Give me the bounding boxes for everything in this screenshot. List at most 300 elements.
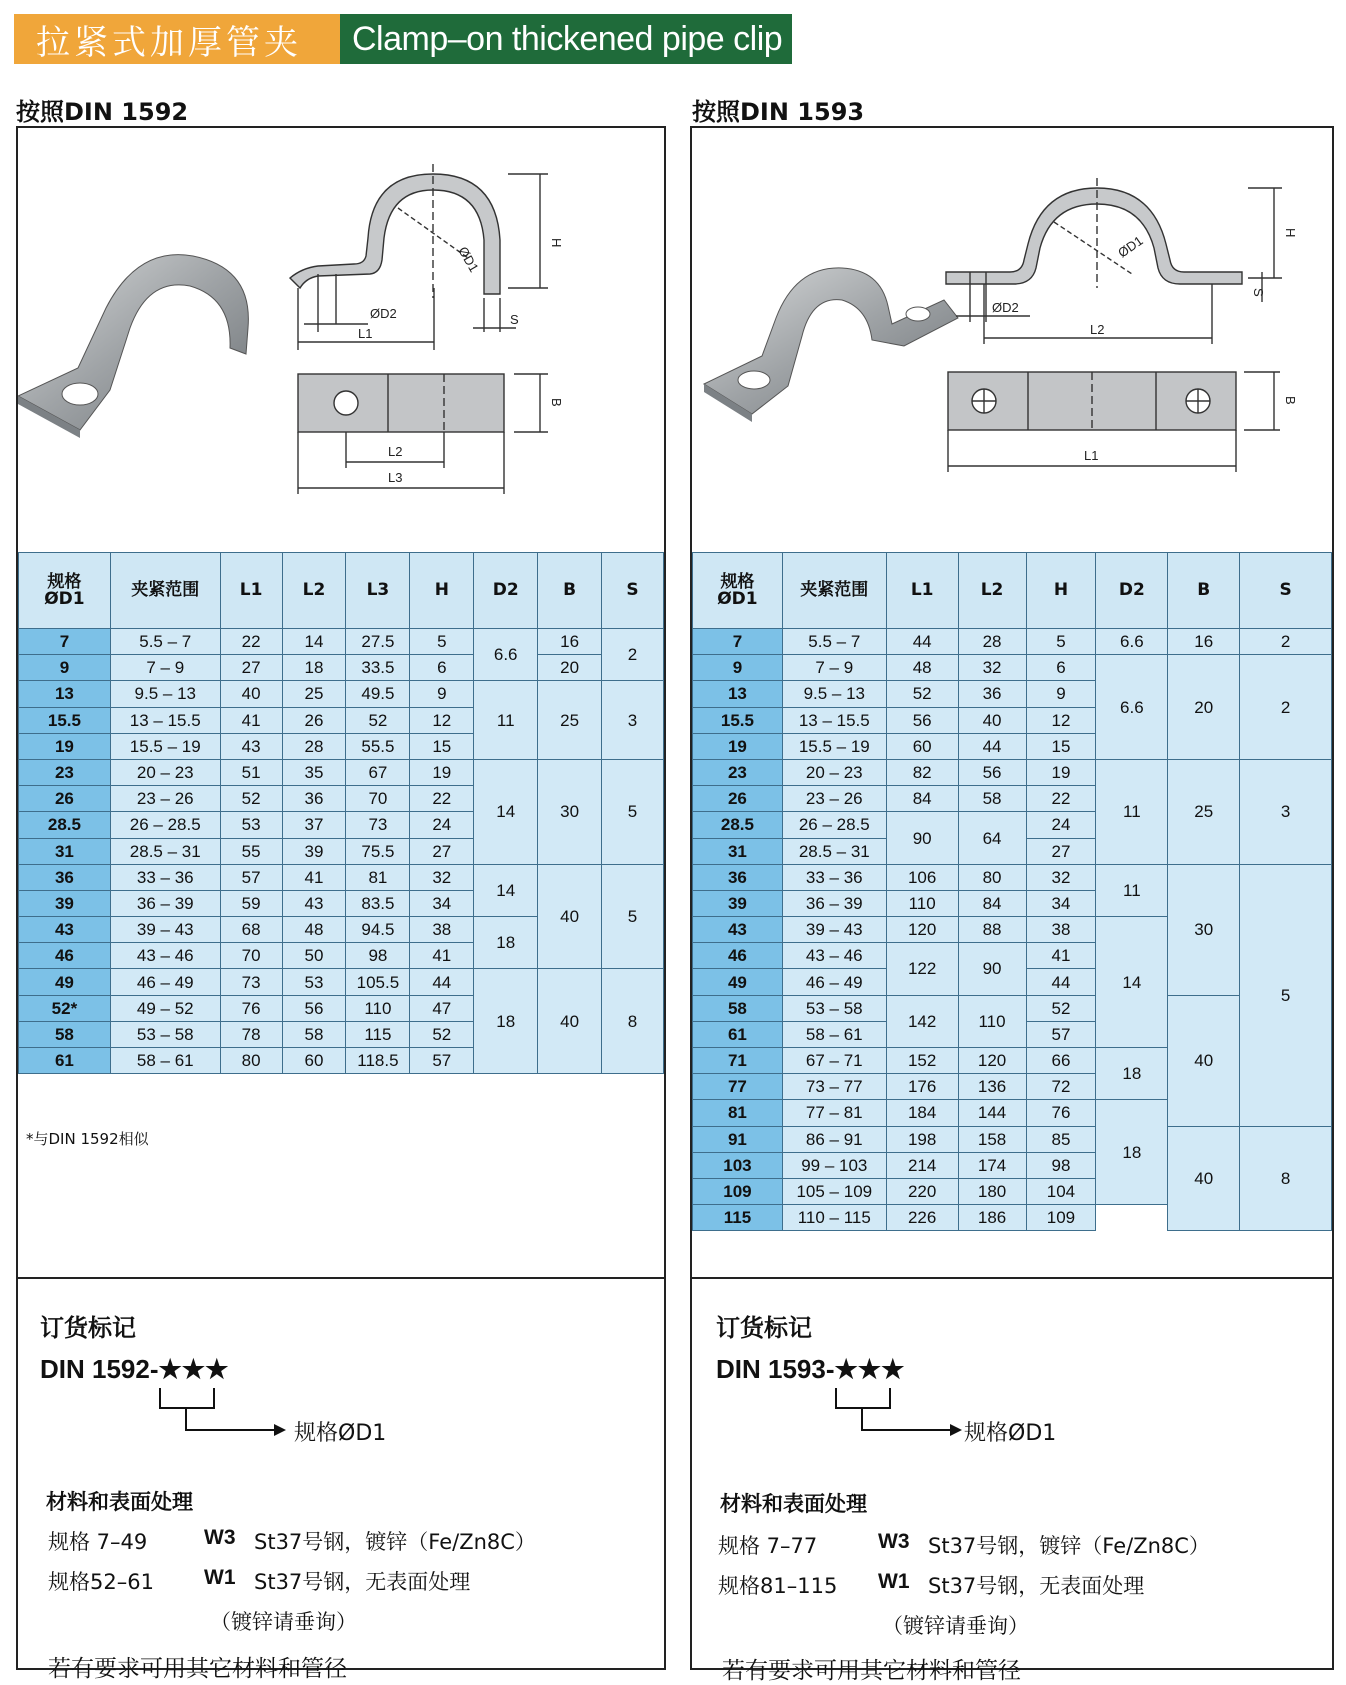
- l1-cell: 110: [886, 890, 958, 916]
- size-cell: 28.5: [19, 812, 111, 838]
- l2-cell: 56: [958, 759, 1026, 785]
- d2-cell: 14: [1096, 917, 1168, 1048]
- h-cell: 41: [1026, 943, 1096, 969]
- d2-cell: 11: [474, 681, 538, 760]
- left-footer-note: 若有要求可用其它材料和管径: [48, 1656, 347, 1682]
- table-cell: 43: [282, 890, 346, 916]
- size-cell: 61: [19, 1048, 111, 1074]
- b-cell: 30: [538, 759, 602, 864]
- l2-cell: 144: [958, 1100, 1026, 1126]
- s-cell: 5: [1240, 864, 1332, 1126]
- s-cell: 8: [1240, 1126, 1332, 1231]
- left-label-l1: L1: [358, 326, 373, 341]
- table-cell: 36 – 39: [782, 890, 886, 916]
- table-cell: 5: [410, 629, 474, 655]
- table-cell: 118.5: [346, 1048, 410, 1074]
- table-cell: 57: [220, 864, 282, 890]
- h-cell: 19: [1026, 759, 1096, 785]
- left-label-d1: ØD1: [455, 244, 482, 275]
- table-cell: 9: [410, 681, 474, 707]
- table-cell: 7 – 9: [782, 655, 886, 681]
- left-mat2-code: W1: [204, 1566, 236, 1589]
- l1-cell: 82: [886, 759, 958, 785]
- table-cell: 67: [346, 759, 410, 785]
- size-cell: 52*: [19, 995, 111, 1021]
- table-cell: 98: [346, 943, 410, 969]
- right-standard: 按照DIN 1593: [692, 98, 865, 126]
- right-header-cell: D2: [1096, 553, 1168, 629]
- table-cell: 50: [282, 943, 346, 969]
- table-cell: 26 – 28.5: [110, 812, 220, 838]
- right-order-arrow: [834, 1386, 964, 1436]
- s-cell: 8: [602, 969, 664, 1074]
- size-cell: 31: [19, 838, 111, 864]
- right-mat2-sub: （镀锌请垂询）: [882, 1614, 1029, 1638]
- right-material-row2: [718, 1570, 1145, 1600]
- l2-cell: 64: [958, 812, 1026, 864]
- left-header-cell: L1: [220, 553, 282, 629]
- l2-cell: 136: [958, 1074, 1026, 1100]
- d2-cell: 11: [1096, 864, 1168, 916]
- table-cell: 26: [282, 707, 346, 733]
- table-cell: 52: [410, 1021, 474, 1047]
- l1-cell: 152: [886, 1048, 958, 1074]
- l2-cell: 88: [958, 917, 1026, 943]
- h-cell: 5: [1026, 629, 1096, 655]
- left-mat2-desc: St37号钢，无表面处理: [254, 1570, 471, 1594]
- table-row: [19, 759, 664, 785]
- b-cell: 25: [538, 681, 602, 760]
- table-cell: 28.5 – 31: [110, 838, 220, 864]
- l1-cell: 214: [886, 1152, 958, 1178]
- left-note: *与DIN 1592相似: [26, 1130, 149, 1148]
- table-cell: 28.5 – 31: [782, 838, 886, 864]
- left-header-cell: B: [538, 553, 602, 629]
- left-order-title: 订货标记: [40, 1314, 136, 1342]
- right-drawing: [692, 128, 1332, 552]
- left-divider: [18, 1277, 664, 1279]
- left-material-row1: [48, 1526, 536, 1556]
- h-cell: 27: [1026, 838, 1096, 864]
- table-cell: 55.5: [346, 733, 410, 759]
- table-cell: 41: [282, 864, 346, 890]
- l1-cell: 90: [886, 812, 958, 864]
- table-cell: 20 – 23: [782, 759, 886, 785]
- right-mat1-range: 规格 7–77: [718, 1534, 818, 1558]
- table-cell: 32: [410, 864, 474, 890]
- table-row: [693, 629, 1332, 655]
- table-cell: 77 – 81: [782, 1100, 886, 1126]
- left-order-code: DIN 1592-★★★: [40, 1354, 229, 1384]
- table-row: [19, 629, 664, 655]
- b-cell: 40: [1168, 995, 1240, 1126]
- table-row: [19, 681, 664, 707]
- left-header-cell: 规格 ØD1: [19, 553, 111, 629]
- table-cell: 49.5: [346, 681, 410, 707]
- left-header-cell: D2: [474, 553, 538, 629]
- header-banner: [14, 14, 792, 64]
- d2-cell: 14: [474, 759, 538, 864]
- right-material-row1: [718, 1530, 1210, 1560]
- table-cell: 75.5: [346, 838, 410, 864]
- h-cell: 22: [1026, 786, 1096, 812]
- l1-cell: 56: [886, 707, 958, 733]
- right-order-label: 规格ØD1: [964, 1421, 1057, 1446]
- size-cell: 28.5: [693, 812, 783, 838]
- table-cell: 15: [410, 733, 474, 759]
- table-cell: 115: [346, 1021, 410, 1047]
- left-label-s: S: [510, 312, 519, 327]
- table-cell: 33.5: [346, 655, 410, 681]
- size-cell: 46: [19, 943, 111, 969]
- h-cell: 76: [1026, 1100, 1096, 1126]
- right-mat2-desc: St37号钢，无表面处理: [928, 1574, 1145, 1598]
- left-label-h: H: [549, 238, 564, 248]
- left-clamp-3d-image: [18, 255, 248, 438]
- size-cell: 77: [693, 1074, 783, 1100]
- right-top-view: [948, 372, 1280, 472]
- table-cell: 9.5 – 13: [110, 681, 220, 707]
- d2-cell: 11: [1096, 759, 1168, 864]
- s-cell: 5: [602, 759, 664, 864]
- table-cell: 58 – 61: [782, 1021, 886, 1047]
- table-cell: 49 – 52: [110, 995, 220, 1021]
- size-cell: 15.5: [693, 707, 783, 733]
- table-cell: 41: [220, 707, 282, 733]
- left-mat2-range: 规格52–61: [48, 1570, 154, 1594]
- right-mat2-code: W1: [878, 1570, 910, 1593]
- table-cell: 94.5: [346, 917, 410, 943]
- h-cell: 109: [1026, 1205, 1096, 1231]
- size-cell: 7: [19, 629, 111, 655]
- table-cell: 105.5: [346, 969, 410, 995]
- right-divider: [692, 1277, 1332, 1279]
- right-header-cell: S: [1240, 553, 1332, 629]
- right-label-l2: L2: [1090, 322, 1105, 337]
- b-cell: 40: [538, 864, 602, 969]
- table-cell: 53: [282, 969, 346, 995]
- table-cell: 38: [410, 917, 474, 943]
- h-cell: 85: [1026, 1126, 1096, 1152]
- table-cell: 14: [282, 629, 346, 655]
- table-cell: 56: [282, 995, 346, 1021]
- l1-cell: 176: [886, 1074, 958, 1100]
- table-cell: 37: [282, 812, 346, 838]
- b-cell: 20: [1168, 655, 1240, 760]
- table-cell: 58: [282, 1021, 346, 1047]
- table-cell: 46 – 49: [110, 969, 220, 995]
- h-cell: 66: [1026, 1048, 1096, 1074]
- table-cell: 15.5 – 19: [110, 733, 220, 759]
- left-label-b: B: [549, 398, 564, 407]
- size-cell: 26: [19, 786, 111, 812]
- table-cell: 27: [410, 838, 474, 864]
- table-cell: 73: [346, 812, 410, 838]
- table-cell: 46 – 49: [782, 969, 886, 995]
- h-cell: 6: [1026, 655, 1096, 681]
- size-cell: 19: [19, 733, 111, 759]
- s-cell: 3: [602, 681, 664, 760]
- table-cell: 53 – 58: [110, 1021, 220, 1047]
- table-cell: 34: [410, 890, 474, 916]
- size-cell: 43: [19, 917, 111, 943]
- left-material-row2: [48, 1566, 471, 1596]
- table-cell: 80: [220, 1048, 282, 1074]
- right-spec-table: [692, 552, 1332, 1231]
- left-top-view: [298, 374, 548, 494]
- table-cell: 53: [220, 812, 282, 838]
- d2-cell: 6.6: [1096, 629, 1168, 655]
- right-order-code: DIN 1593-★★★: [716, 1354, 905, 1384]
- l2-cell: 44: [958, 733, 1026, 759]
- table-row: [693, 655, 1332, 681]
- size-cell: 46: [693, 943, 783, 969]
- s-cell: 2: [1240, 655, 1332, 760]
- l1-cell: 60: [886, 733, 958, 759]
- table-cell: 36 – 39: [110, 890, 220, 916]
- table-cell: 110 – 115: [782, 1205, 886, 1231]
- table-cell: 12: [410, 707, 474, 733]
- title-en: Clamp–on thickened pipe clip: [340, 14, 792, 64]
- d2-cell: 18: [474, 917, 538, 969]
- s-cell: 3: [1240, 759, 1332, 864]
- table-cell: 22: [220, 629, 282, 655]
- l2-cell: 80: [958, 864, 1026, 890]
- table-cell: 99 – 103: [782, 1152, 886, 1178]
- size-cell: 9: [693, 655, 783, 681]
- left-material-title: 材料和表面处理: [46, 1490, 193, 1514]
- size-cell: 103: [693, 1152, 783, 1178]
- l1-cell: 84: [886, 786, 958, 812]
- table-cell: 51: [220, 759, 282, 785]
- l2-cell: 58: [958, 786, 1026, 812]
- size-cell: 36: [19, 864, 111, 890]
- table-cell: 27.5: [346, 629, 410, 655]
- size-cell: 13: [19, 681, 111, 707]
- b-cell: 40: [1168, 1126, 1240, 1231]
- left-order-arrow: [158, 1386, 288, 1436]
- table-cell: 83.5: [346, 890, 410, 916]
- left-drawing: [18, 128, 664, 552]
- size-cell: 9: [19, 655, 111, 681]
- size-cell: 71: [693, 1048, 783, 1074]
- table-row: [693, 759, 1332, 785]
- table-cell: 36: [282, 786, 346, 812]
- size-cell: 19: [693, 733, 783, 759]
- table-row: [19, 655, 664, 681]
- right-mat1-code: W3: [878, 1530, 910, 1553]
- table-row: [19, 864, 664, 890]
- table-cell: 39 – 43: [782, 917, 886, 943]
- left-standard: 按照DIN 1592: [16, 98, 189, 126]
- left-panel: [16, 126, 666, 1682]
- right-header-cell: 夹紧范围: [782, 553, 886, 629]
- s-cell: 2: [602, 629, 664, 681]
- table-cell: 52: [220, 786, 282, 812]
- right-label-b: B: [1283, 396, 1298, 405]
- b-cell: 40: [538, 969, 602, 1074]
- h-cell: 44: [1026, 969, 1096, 995]
- table-cell: 26 – 28.5: [782, 812, 886, 838]
- size-cell: 7: [693, 629, 783, 655]
- table-cell: 9.5 – 13: [782, 681, 886, 707]
- table-cell: 53 – 58: [782, 995, 886, 1021]
- h-cell: 15: [1026, 733, 1096, 759]
- right-material-title: 材料和表面处理: [720, 1492, 867, 1516]
- table-cell: 28: [282, 733, 346, 759]
- d2-cell: 18: [1096, 1048, 1168, 1100]
- title-cn: 拉紧式加厚管夹: [14, 14, 340, 64]
- table-cell: 20 – 23: [110, 759, 220, 785]
- l2-cell: 110: [958, 995, 1026, 1047]
- right-footer-note: 若有要求可用其它材料和管径: [722, 1658, 1021, 1684]
- table-cell: 73 – 77: [782, 1074, 886, 1100]
- size-cell: 39: [19, 890, 111, 916]
- table-cell: 35: [282, 759, 346, 785]
- b-cell: 20: [538, 655, 602, 681]
- table-cell: 43 – 46: [110, 943, 220, 969]
- l2-cell: 90: [958, 943, 1026, 995]
- table-cell: 5.5 – 7: [110, 629, 220, 655]
- table-cell: 39 – 43: [110, 917, 220, 943]
- h-cell: 104: [1026, 1178, 1096, 1204]
- right-clamp-3d-image: [704, 268, 958, 422]
- table-cell: 60: [282, 1048, 346, 1074]
- size-cell: 23: [693, 759, 783, 785]
- table-cell: 105 – 109: [782, 1178, 886, 1204]
- right-label-s: S: [1251, 288, 1266, 297]
- l2-cell: 120: [958, 1048, 1026, 1074]
- table-cell: 43 – 46: [782, 943, 886, 969]
- size-cell: 43: [693, 917, 783, 943]
- l1-cell: 220: [886, 1178, 958, 1204]
- table-cell: 73: [220, 969, 282, 995]
- h-cell: 9: [1026, 681, 1096, 707]
- l2-cell: 174: [958, 1152, 1026, 1178]
- right-side-view: [946, 178, 1282, 344]
- d2-cell: 18: [1096, 1100, 1168, 1205]
- l1-cell: 52: [886, 681, 958, 707]
- table-cell: 7 – 9: [110, 655, 220, 681]
- left-order-label: 规格ØD1: [294, 1421, 387, 1446]
- table-cell: 48: [282, 917, 346, 943]
- right-mat1-desc: St37号钢，镀锌（Fe/Zn8C）: [928, 1534, 1210, 1558]
- l2-cell: 36: [958, 681, 1026, 707]
- size-cell: 36: [693, 864, 783, 890]
- left-label-l3: L3: [388, 470, 403, 485]
- table-cell: 110: [346, 995, 410, 1021]
- h-cell: 72: [1026, 1074, 1096, 1100]
- d2-cell: 6.6: [474, 629, 538, 681]
- l1-cell: 120: [886, 917, 958, 943]
- l1-cell: 44: [886, 629, 958, 655]
- b-cell: 25: [1168, 759, 1240, 864]
- table-cell: 22: [410, 786, 474, 812]
- table-cell: 47: [410, 995, 474, 1021]
- table-cell: 23 – 26: [782, 786, 886, 812]
- size-cell: 61: [693, 1021, 783, 1047]
- table-cell: 33 – 36: [110, 864, 220, 890]
- size-cell: 26: [693, 786, 783, 812]
- b-cell: 30: [1168, 864, 1240, 995]
- table-cell: 70: [220, 943, 282, 969]
- d2-cell: 18: [474, 969, 538, 1074]
- h-cell: 34: [1026, 890, 1096, 916]
- size-cell: 15.5: [19, 707, 111, 733]
- h-cell: 98: [1026, 1152, 1096, 1178]
- l2-cell: 186: [958, 1205, 1026, 1231]
- right-header-cell: L2: [958, 553, 1026, 629]
- h-cell: 57: [1026, 1021, 1096, 1047]
- l1-cell: 142: [886, 995, 958, 1047]
- l1-cell: 226: [886, 1205, 958, 1231]
- table-cell: 52: [346, 707, 410, 733]
- left-mat2-sub: （镀锌请垂询）: [210, 1610, 357, 1634]
- right-panel: [690, 126, 1334, 1684]
- size-cell: 31: [693, 838, 783, 864]
- table-cell: 33 – 36: [782, 864, 886, 890]
- l1-cell: 48: [886, 655, 958, 681]
- size-cell: 115: [693, 1205, 783, 1231]
- right-mat2-range: 规格81–115: [718, 1574, 838, 1598]
- d2-cell: 14: [474, 864, 538, 916]
- right-header-cell: L1: [886, 553, 958, 629]
- table-cell: 76: [220, 995, 282, 1021]
- l1-cell: 122: [886, 943, 958, 995]
- l2-cell: 28: [958, 629, 1026, 655]
- table-cell: 67 – 71: [782, 1048, 886, 1074]
- l1-cell: 184: [886, 1100, 958, 1126]
- right-label-l1: L1: [1084, 448, 1099, 463]
- table-cell: 24: [410, 812, 474, 838]
- right-clamp-illustration: [692, 128, 1332, 552]
- left-header-cell: 夹紧范围: [110, 553, 220, 629]
- right-header-cell: H: [1026, 553, 1096, 629]
- table-row: [693, 864, 1332, 890]
- left-clamp-illustration: [18, 128, 664, 552]
- table-cell: 55: [220, 838, 282, 864]
- size-cell: 49: [19, 969, 111, 995]
- l1-cell: 106: [886, 864, 958, 890]
- table-cell: 78: [220, 1021, 282, 1047]
- left-header-cell: S: [602, 553, 664, 629]
- left-header-cell: L2: [282, 553, 346, 629]
- table-cell: 18: [282, 655, 346, 681]
- table-cell: 19: [410, 759, 474, 785]
- size-cell: 39: [693, 890, 783, 916]
- size-cell: 49: [693, 969, 783, 995]
- table-cell: 44: [410, 969, 474, 995]
- size-cell: 58: [693, 995, 783, 1021]
- h-cell: 12: [1026, 707, 1096, 733]
- size-cell: 109: [693, 1178, 783, 1204]
- table-cell: 5.5 – 7: [782, 629, 886, 655]
- right-label-h: H: [1283, 228, 1298, 238]
- right-header-cell: 规格 ØD1: [693, 553, 783, 629]
- table-cell: 43: [220, 733, 282, 759]
- s-cell: 5: [602, 864, 664, 969]
- l2-cell: 180: [958, 1178, 1026, 1204]
- l1-cell: 198: [886, 1126, 958, 1152]
- size-cell: 13: [693, 681, 783, 707]
- b-cell: 16: [1168, 629, 1240, 655]
- left-label-l2: L2: [388, 444, 403, 459]
- table-cell: 27: [220, 655, 282, 681]
- table-cell: 39: [282, 838, 346, 864]
- size-cell: 81: [693, 1100, 783, 1126]
- l2-cell: 158: [958, 1126, 1026, 1152]
- left-spec-table: [18, 552, 664, 1074]
